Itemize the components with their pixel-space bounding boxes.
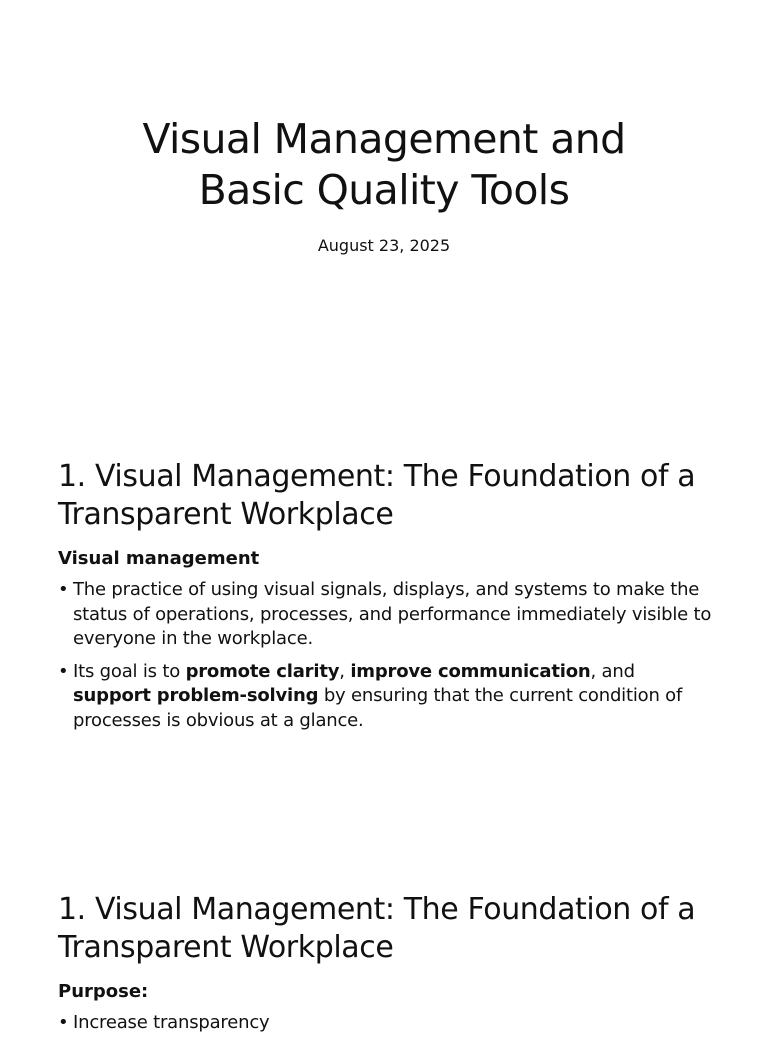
bullet-list [58,1011,718,1036]
title-line-1: Visual Management and [142,115,626,163]
section-visual-management-purpose [58,891,718,1044]
text-run: by ensuring that the current condition of processes is obvious at a glance. [73,685,683,731]
list-item [58,660,718,734]
bullet-list [58,578,718,733]
section-heading [58,891,718,967]
text-run: , [339,660,351,682]
bullet-icon: • [58,579,69,600]
section-heading-line-2: Transparent Workplace [58,497,394,532]
list-item [58,1011,718,1036]
section-heading-line-1: 1. Visual Management: The Foundation of a [58,892,696,927]
title-line-2: Basic Quality Tools [198,166,570,214]
text-run: Its goal is to [73,660,186,682]
list-item-text: Increase transparency [73,1012,270,1033]
section-heading-line-2: Transparent Workplace [58,930,394,965]
document-title [0,114,768,216]
title-block [0,114,768,256]
list-item-text [73,661,682,731]
bold-text: improve communication [350,660,591,682]
document-date: August 23, 2025 [317,236,451,255]
section-subheading: Purpose: [58,981,149,1002]
bullet-icon: • [58,660,69,682]
section-visual-management-definition [58,458,718,741]
list-item [58,578,718,652]
bullet-icon: • [58,1012,69,1033]
text-run: , and [590,660,635,682]
section-heading [58,458,718,534]
section-subheading: Visual management [58,548,260,569]
bold-text: support problem-solving [73,685,319,706]
bold-text: promote clarity [185,660,340,682]
section-heading-line-1: 1. Visual Management: The Foundation of a [58,459,696,494]
list-item-text: The practice of using visual signals, displays, and systems to make the status of operations, processes, and performance immediately visible to everyone in the workplace. [73,579,712,649]
